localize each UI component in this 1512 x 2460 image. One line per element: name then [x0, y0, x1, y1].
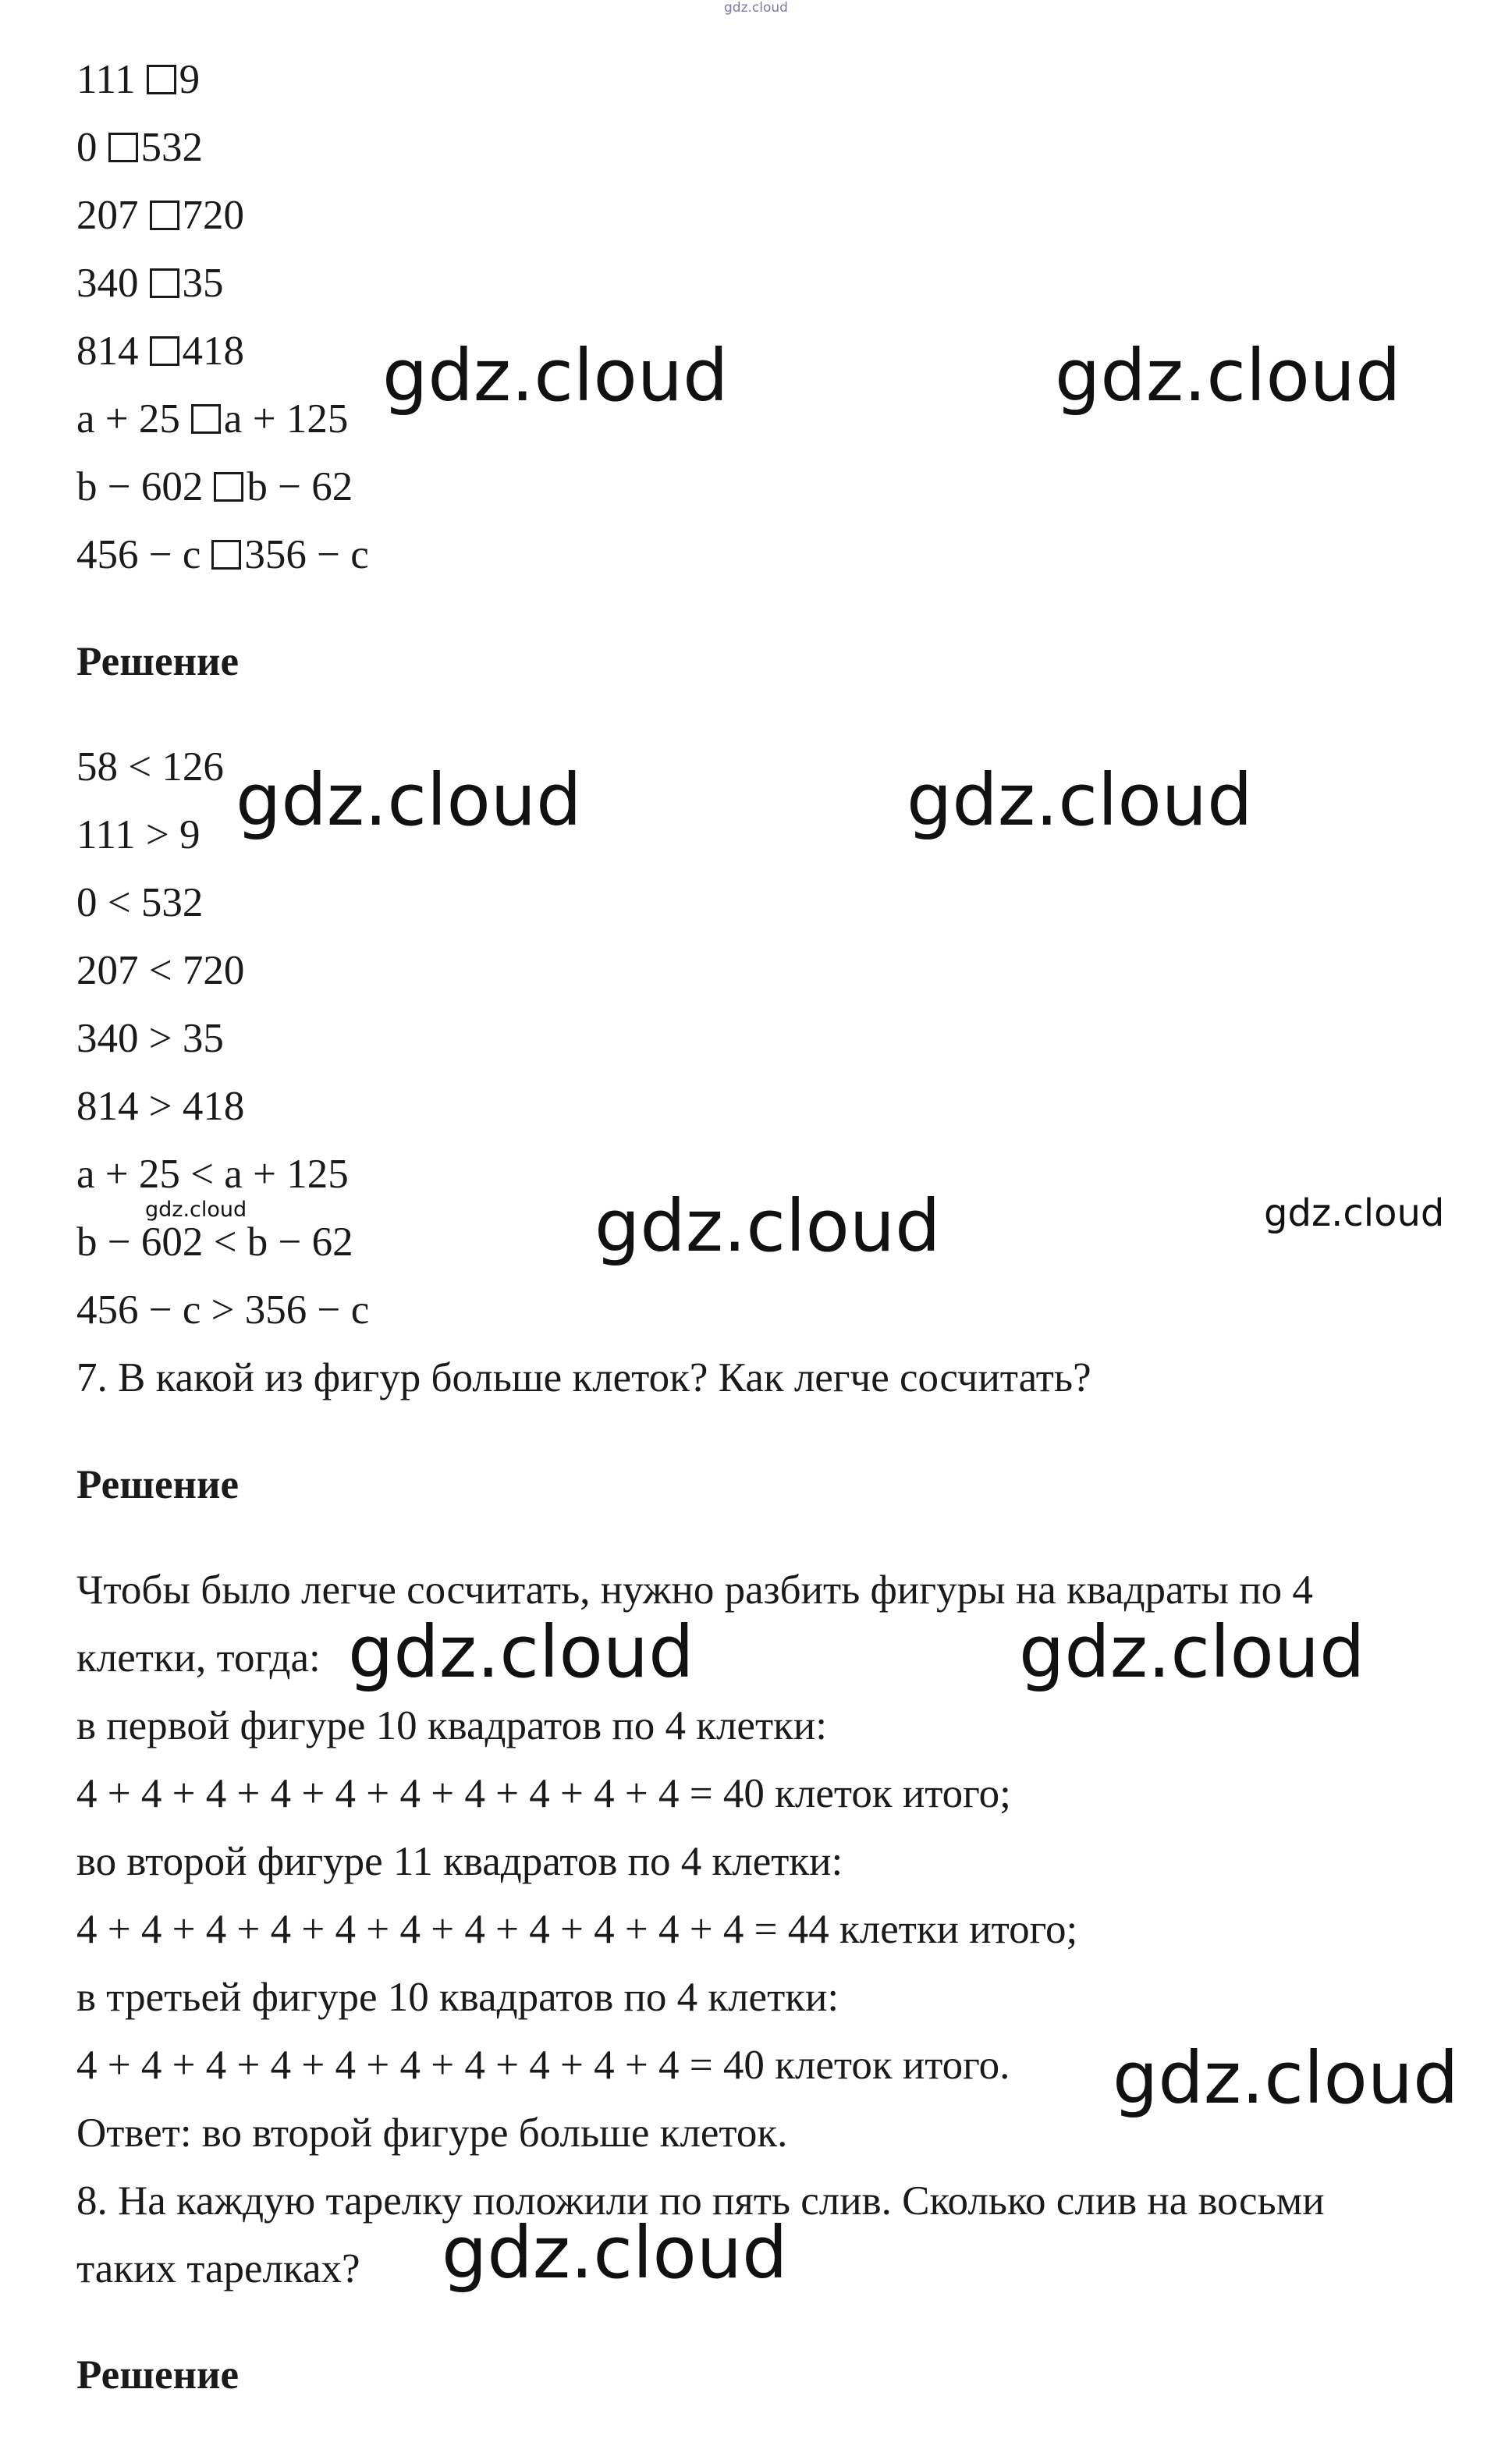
- watermark: gdz.cloud: [1113, 2036, 1459, 2120]
- comparison-right: 720: [182, 193, 244, 238]
- comparison-left: a + 25: [76, 396, 180, 442]
- answer-line: 111 > 9: [76, 812, 201, 857]
- watermark: gdz.cloud: [348, 1610, 694, 1694]
- watermark: gdz.cloud: [1264, 1191, 1445, 1235]
- comparison-row: [76, 190, 244, 240]
- task-question: 7. В какой из фигур больше клеток? Как легче сосчитать?: [76, 1355, 1091, 1400]
- comparison-left: b − 602: [76, 464, 204, 509]
- comparison-row: [76, 258, 224, 308]
- watermark: gdz.cloud: [382, 334, 729, 417]
- solution-line: во второй фигуре 11 квадратов по 4 клетки:: [76, 1839, 843, 1884]
- comparison-row: [76, 122, 203, 172]
- comparison-left: 111: [76, 57, 136, 102]
- solution-line: Чтобы было легче сосчитать, нужно разбить фигуры на квадраты по 4: [76, 1567, 1313, 1613]
- answer-line: a + 25 < a + 125: [76, 1152, 349, 1197]
- comparison-row: [76, 530, 369, 580]
- task-question-continued: таких тарелках?: [76, 2246, 360, 2291]
- comparison-left: 814: [76, 328, 139, 374]
- comparison-left: 340: [76, 261, 139, 306]
- solution-line: 4 + 4 + 4 + 4 + 4 + 4 + 4 + 4 + 4 + 4 = 40 клеток итого;: [76, 1771, 1011, 1816]
- answer-statement: Ответ: во второй фигуре больше клеток.: [76, 2110, 788, 2156]
- empty-comparison-box: [150, 268, 179, 298]
- watermark: gdz.cloud: [1055, 334, 1401, 417]
- comparison-right: 356 − c: [244, 532, 369, 577]
- empty-comparison-box: [211, 540, 241, 570]
- empty-comparison-box: [214, 472, 243, 502]
- solution-line: клетки, тогда:: [76, 1635, 321, 1681]
- comparison-right: b − 62: [247, 464, 353, 509]
- comparison-left: 456 − c: [76, 532, 201, 577]
- answer-line: b − 602 < b − 62: [76, 1219, 353, 1265]
- watermark: gdz.cloud: [724, 0, 788, 16]
- empty-comparison-box: [108, 133, 138, 162]
- solution-line: в третьей фигуре 10 квадратов по 4 клетки:: [76, 1975, 839, 2020]
- answer-line: 340 > 35: [76, 1016, 224, 1061]
- comparison-right: 9: [179, 57, 201, 102]
- comparison-row: [76, 462, 353, 512]
- empty-comparison-box: [150, 201, 179, 230]
- watermark: gdz.cloud: [1019, 1610, 1365, 1694]
- watermark: gdz.cloud: [145, 1198, 247, 1222]
- watermark: gdz.cloud: [236, 758, 582, 842]
- comparison-left: 0: [76, 125, 98, 170]
- empty-comparison-box: [191, 404, 221, 434]
- comparison-right: 532: [140, 125, 203, 170]
- watermark: gdz.cloud: [442, 2211, 788, 2295]
- solution-line: 4 + 4 + 4 + 4 + 4 + 4 + 4 + 4 + 4 + 4 = 40 клеток итого.: [76, 2043, 1010, 2088]
- answer-line: 456 − c > 356 − c: [76, 1287, 370, 1333]
- answer-line: 207 < 720: [76, 948, 245, 993]
- comparison-row: [76, 55, 200, 105]
- solution-heading: Решение: [76, 1462, 240, 1507]
- empty-comparison-box: [147, 65, 176, 94]
- watermark: gdz.cloud: [595, 1184, 941, 1268]
- answer-line: 0 < 532: [76, 880, 204, 925]
- task-question: 8. На каждую тарелку положили по пять слив. Сколько слив на восьми: [76, 2178, 1325, 2224]
- solution-line: 4 + 4 + 4 + 4 + 4 + 4 + 4 + 4 + 4 + 4 + 4 = 44 клетки итого;: [76, 1907, 1078, 1952]
- comparison-left: 207: [76, 193, 139, 238]
- watermark: gdz.cloud: [907, 758, 1253, 842]
- answer-line: 58 < 126: [76, 744, 224, 790]
- solution-heading: Решение: [76, 639, 240, 684]
- answer-line: 814 > 418: [76, 1084, 245, 1129]
- comparison-row: [76, 394, 348, 444]
- solution-line: в первой фигуре 10 квадратов по 4 клетки:: [76, 1703, 827, 1748]
- comparison-right: 418: [182, 328, 244, 374]
- solution-heading: Решение: [76, 2352, 240, 2398]
- comparison-row: [76, 326, 244, 376]
- comparison-right: 35: [182, 261, 224, 306]
- empty-comparison-box: [150, 336, 179, 366]
- comparison-right: a + 125: [223, 396, 349, 442]
